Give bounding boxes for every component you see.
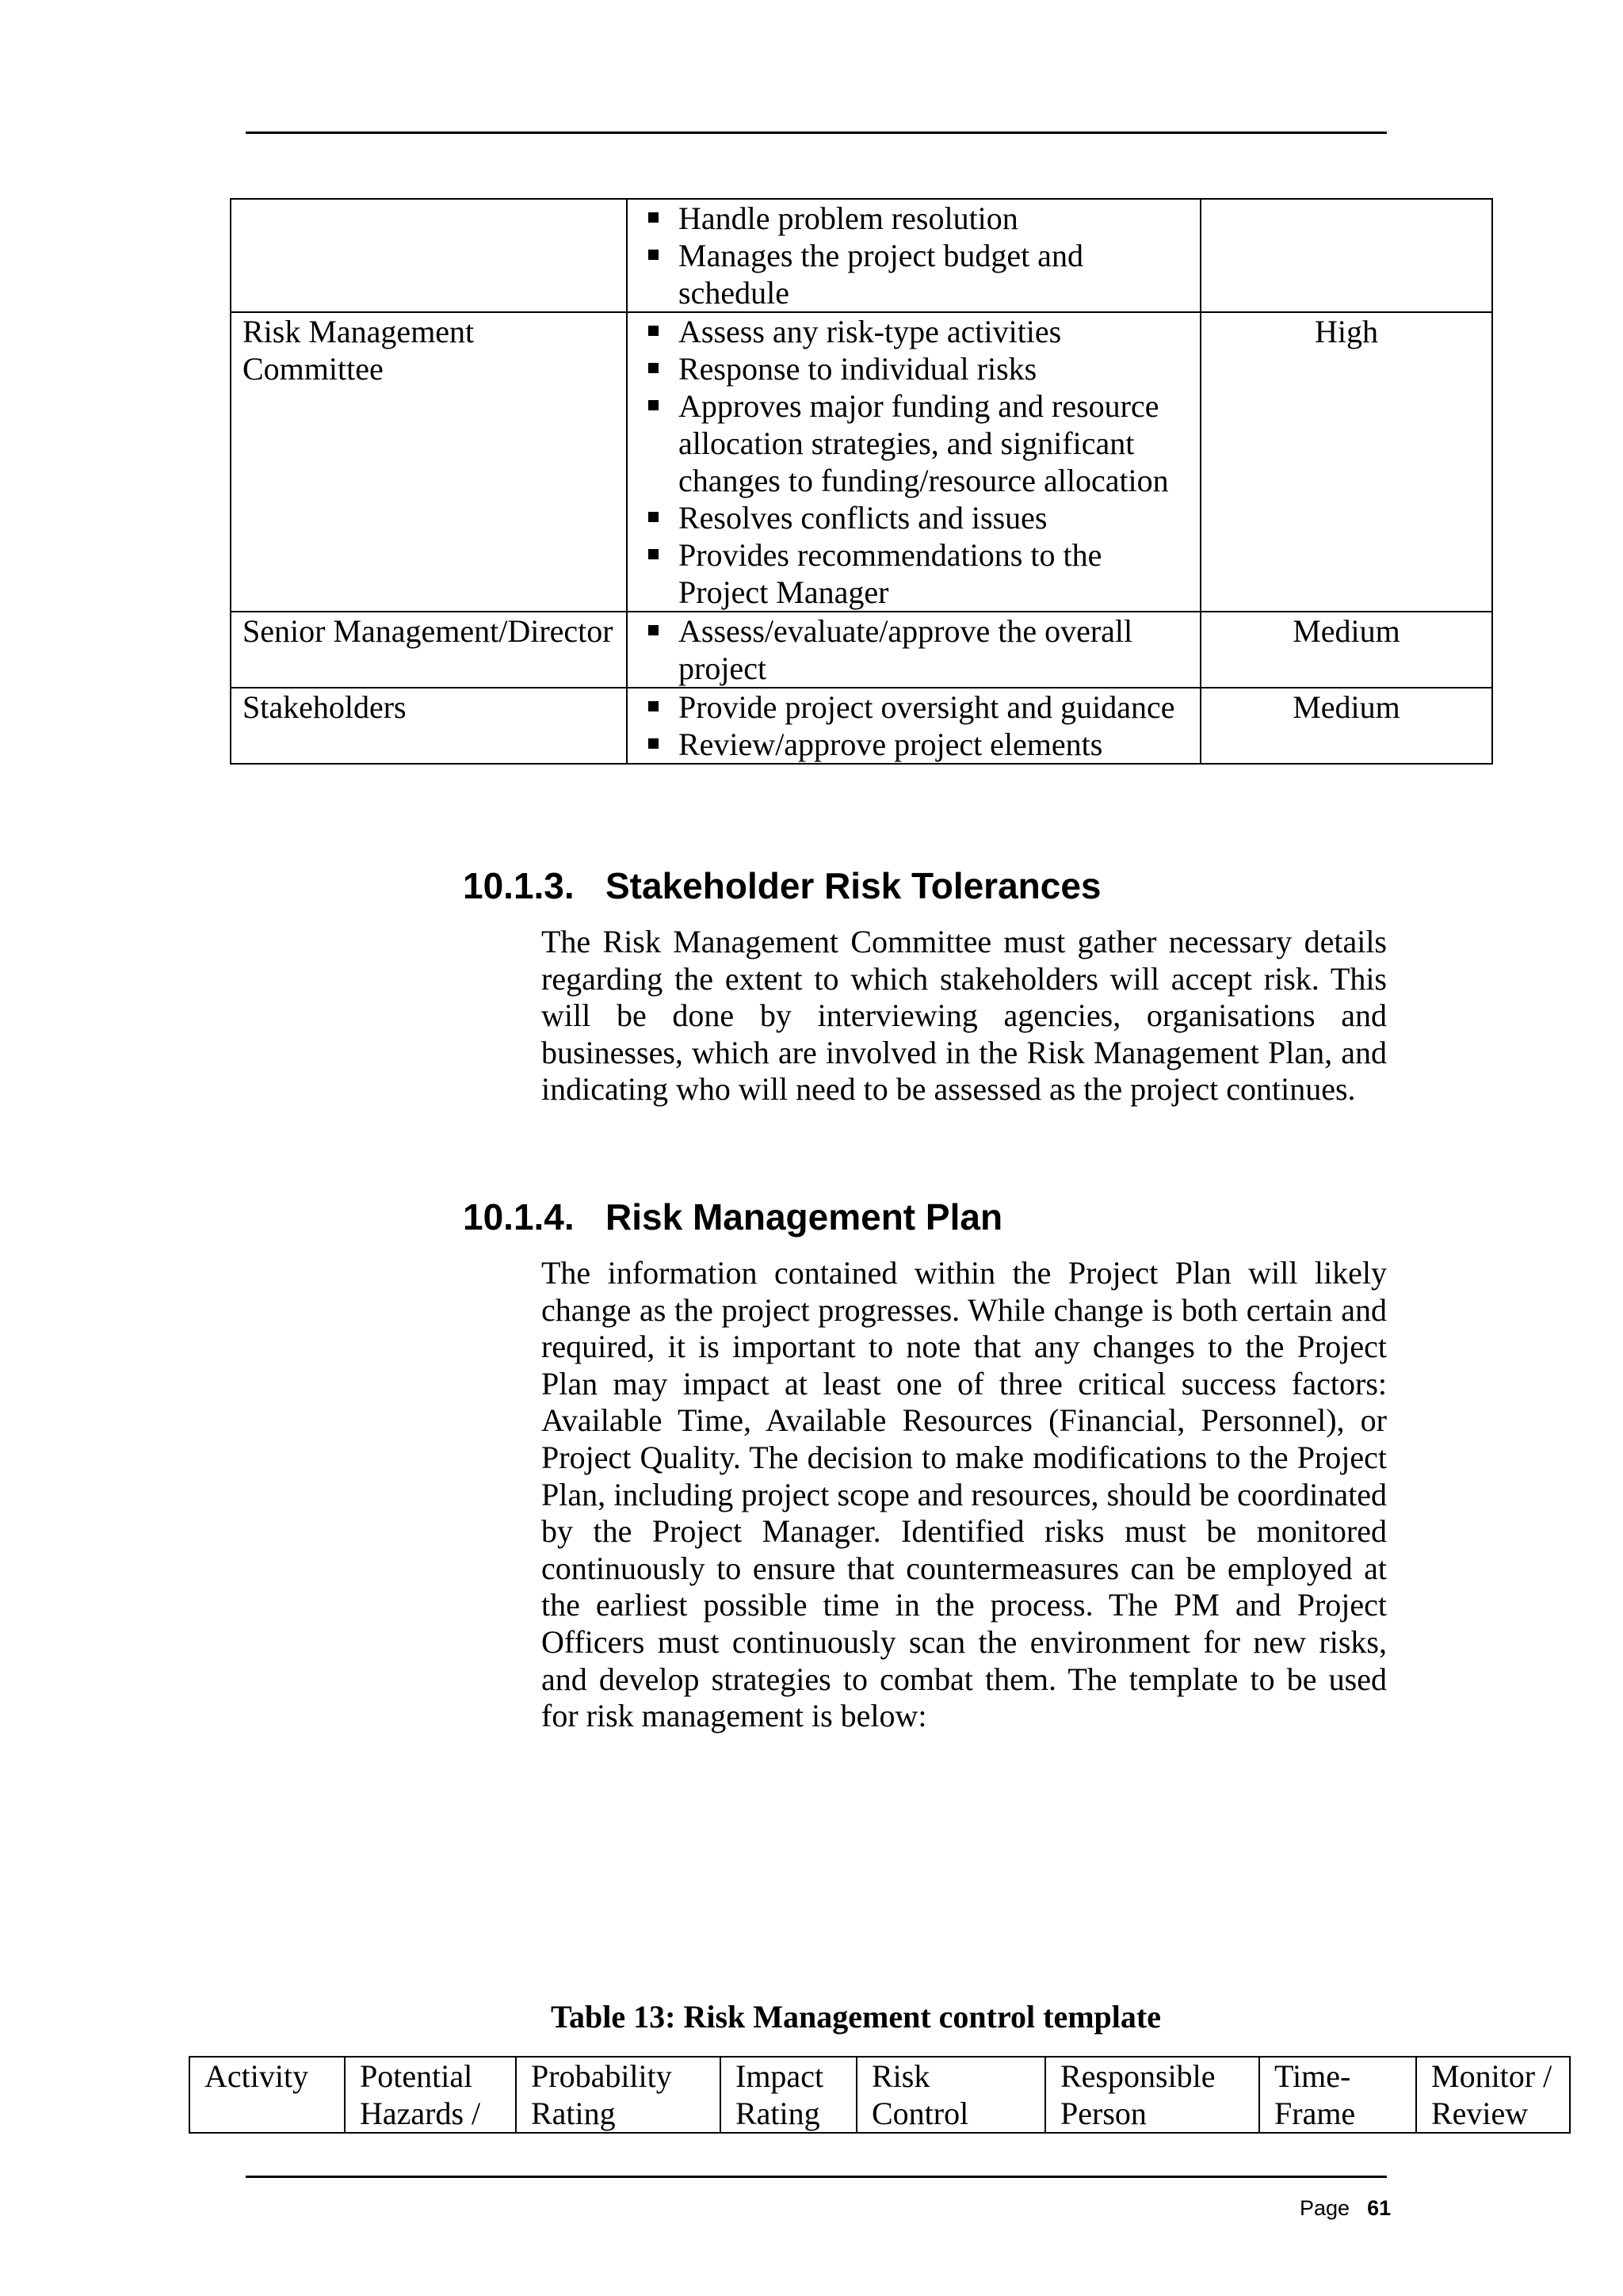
list-item: Response to individual risks bbox=[634, 350, 1189, 387]
list-item: Approves major funding and resource allocation strategies, and significant changes to funding/resource allocation bbox=[634, 387, 1189, 499]
table-caption: Table 13: Risk Management control template bbox=[551, 1999, 1161, 2035]
responsibilities-cell bbox=[627, 199, 1201, 312]
responsibility-list bbox=[634, 688, 1189, 763]
list-item: Review/approve project elements bbox=[634, 726, 1189, 763]
table-row bbox=[231, 612, 1492, 688]
role-cell bbox=[231, 199, 627, 312]
page-label: Page bbox=[1300, 2196, 1350, 2220]
column-header: Risk Control bbox=[857, 2057, 1045, 2133]
table-row bbox=[231, 199, 1492, 312]
column-header: Potential Hazards / bbox=[345, 2057, 516, 2133]
section-number: 10.1.4. bbox=[463, 1196, 575, 1238]
list-item: Assess any risk-type activities bbox=[634, 313, 1189, 350]
role-cell: Risk Management Committee bbox=[231, 312, 627, 612]
section-body-paragraph: The Risk Management Committee must gather necessary details regarding the extent to which stakeholders will accept risk. This will be done by interviewing agencies, organisations and businesses, which are involved in the Risk Management Plan, and indicating who will need to be assessed as the project continues. bbox=[541, 924, 1387, 1108]
risk-control-template-table bbox=[189, 2056, 1571, 2134]
responsibility-list bbox=[634, 612, 1189, 687]
role-cell: Senior Management/Director bbox=[231, 612, 627, 688]
table-header-row bbox=[189, 2057, 1570, 2133]
footer-rule bbox=[246, 2176, 1387, 2178]
section-heading-stakeholder-risk-tolerances bbox=[463, 864, 1102, 908]
responsibility-list bbox=[634, 200, 1189, 311]
table-row bbox=[231, 688, 1492, 764]
level-cell: High bbox=[1201, 312, 1492, 612]
list-item: Resolves conflicts and issues bbox=[634, 499, 1189, 536]
column-header: Activity bbox=[189, 2057, 345, 2133]
section-title: Risk Management Plan bbox=[605, 1196, 1003, 1238]
level-cell: Medium bbox=[1201, 688, 1492, 764]
column-header: Monitor / Review bbox=[1416, 2057, 1570, 2133]
responsibilities-cell bbox=[627, 612, 1201, 688]
level-cell bbox=[1201, 199, 1492, 312]
table-row bbox=[231, 312, 1492, 612]
responsibilities-cell bbox=[627, 312, 1201, 612]
roles-table bbox=[230, 198, 1493, 765]
responsibilities-cell bbox=[627, 688, 1201, 764]
column-header: Impact Rating bbox=[720, 2057, 857, 2133]
section-body-paragraph: The information contained within the Project Plan will likely change as the project progresses. While change is both certain and required, it is important to note that any changes to the Project Plan may impact at least one of three critical success factors: Available Time, Available Resources (Financial, Personnel), or Project Quality. The decision to make modifications to the Project Plan, including project scope and resources, should be coordinated by the Project Manager. Identified risks must be monitored continuously to ensure that countermeasures can be employed at the earliest possible time in the process. The PM and Project Officers must continuously scan the environment for new risks, and develop strategies to combat them. The template to be used for risk management is below: bbox=[541, 1255, 1387, 1734]
page-number: 61 bbox=[1367, 2196, 1392, 2220]
section-heading-risk-management-plan bbox=[463, 1195, 1002, 1239]
level-cell: Medium bbox=[1201, 612, 1492, 688]
role-cell: Stakeholders bbox=[231, 688, 627, 764]
section-number: 10.1.3. bbox=[463, 865, 575, 906]
responsibility-list bbox=[634, 313, 1189, 611]
list-item: Provides recommendations to the Project Manager bbox=[634, 536, 1189, 611]
header-rule bbox=[246, 132, 1387, 134]
column-header: Time-Frame bbox=[1259, 2057, 1416, 2133]
list-item: Handle problem resolution bbox=[634, 200, 1189, 237]
list-item: Provide project oversight and guidance bbox=[634, 688, 1189, 726]
page-footer bbox=[1300, 2196, 1391, 2221]
column-header: Probability Rating bbox=[516, 2057, 720, 2133]
section-title: Stakeholder Risk Tolerances bbox=[605, 865, 1102, 906]
list-item: Assess/evaluate/approve the overall project bbox=[634, 612, 1189, 687]
column-header: Responsible Person bbox=[1045, 2057, 1259, 2133]
list-item: Manages the project budget and schedule bbox=[634, 237, 1189, 311]
